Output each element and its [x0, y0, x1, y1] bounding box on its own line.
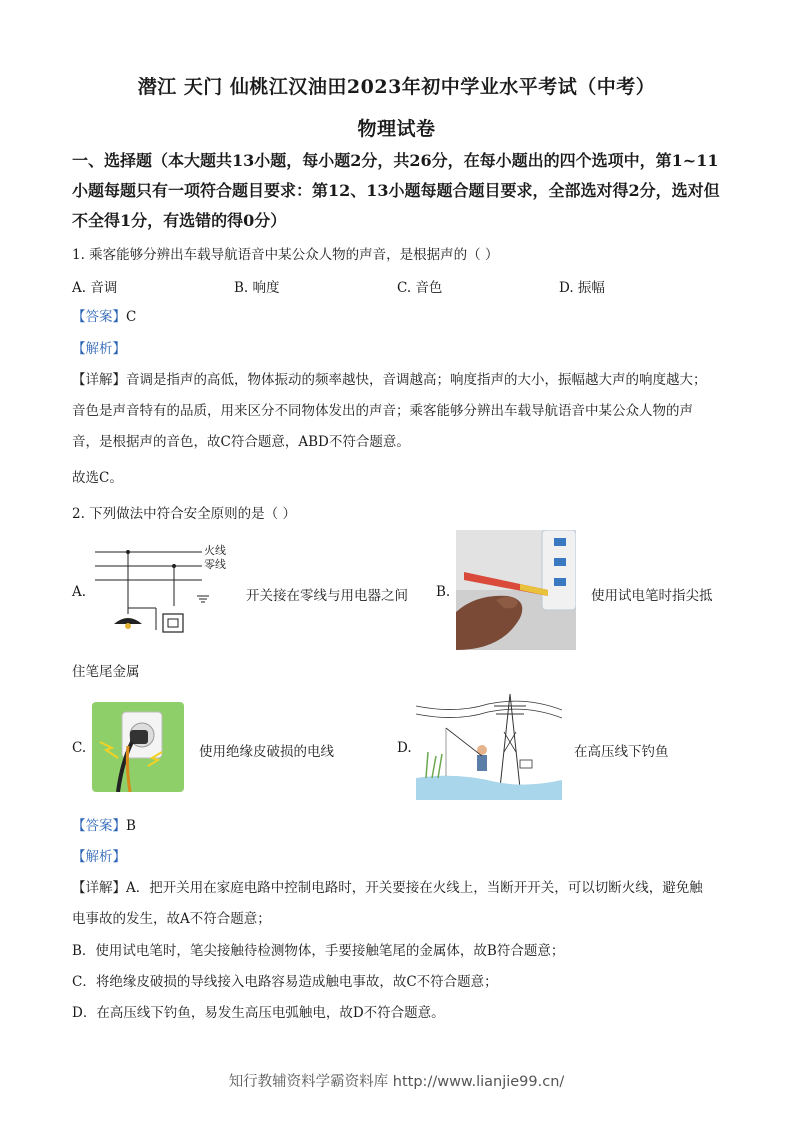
q2-answer: [72, 816, 732, 836]
page-subtitle: 物理试卷: [357, 118, 436, 140]
q2-stem: 2. 下列做法中符合安全原则的是（ ）: [72, 506, 296, 522]
q2-detail-text1: A．把开关用在家庭电路中控制电路时，开关要接在火线上，当断开开关，可以切断火线，避免触: [126, 880, 703, 896]
q2-option-d-text: 在高压线下钓鱼: [574, 744, 669, 760]
section-heading-line2: 小题每题只有一项符合题目要求：第12、13小题每题合题目要求，全部选对得2分，选对但: [72, 181, 720, 200]
q2-detail-line3: B．使用试电笔时，笔尖接触待检测物体，手要接触笔尾的金属体，故B符合题意；: [72, 943, 565, 959]
q1-option-c: C. 音色: [397, 280, 443, 296]
answer-tag: 【答案】: [72, 309, 126, 325]
q2-option-b-test-pen-photo: [456, 530, 576, 650]
q2-option-b-label: B.: [436, 584, 451, 600]
q2-answer-value: B: [126, 818, 136, 834]
q2-option-b-text: 使用试电笔时指尖抵: [591, 588, 713, 604]
q2-detail-line1: [72, 878, 732, 898]
q2-detail-line4: C．将绝缘皮破损的导线接入电路容易造成触电事故，故C不符合题意；: [72, 974, 498, 990]
q2-option-a-label: A.: [72, 584, 87, 600]
q2-option-a-text: 开关接在零线与用电器之间: [246, 588, 408, 604]
detail-tag: 【详解】: [72, 880, 126, 896]
q2-detail-line5: D．在高压线下钓鱼，易发生高压电弧触电，故D不符合题意。: [72, 1005, 445, 1021]
q2-option-c-label: C.: [72, 740, 87, 756]
q1-answer-value: C: [126, 309, 137, 325]
page-title: 潜江 天门 仙桃江汉油田2023年初中学业水平考试（中考）: [137, 76, 656, 98]
q2-analysis-tag: 【解析】: [72, 849, 126, 865]
q2-option-b-text-continued: 住笔尾金属: [72, 664, 140, 680]
q1-option-d: D. 振幅: [559, 280, 605, 296]
page-footer-watermark: 知行教辅资料学霸资料库 http://www.lianjie99.cn/: [228, 1074, 565, 1090]
section-heading-line3: 不全得1分，有选错的得0分）: [72, 211, 287, 230]
q1-detail-line1: [72, 370, 732, 390]
q1-detail-text1: 音调是指声的高低，物体振动的频率越快，音调越高；响度指声的大小，振幅越大声的响度越大；: [126, 372, 707, 388]
q1-option-a: A. 音调: [72, 280, 118, 296]
section-heading-line1: 一、选择题（本大题共13小题，每小题2分，共26分，在每小题出的四个选项中，第1~11: [72, 151, 719, 170]
q2-option-d-label: D.: [397, 740, 412, 756]
wire-label-zero: 零线: [204, 558, 226, 571]
q1-option-b: B. 响度: [234, 280, 280, 296]
q1-conclusion: 故选C。: [72, 470, 123, 486]
q2-option-c-damaged-wire-photo: [92, 702, 184, 792]
q1-analysis-tag: 【解析】: [72, 341, 126, 357]
q1-detail-line2: 音色是声音特有的品质，用来区分不同物体发出的声音；乘客能够分辨出车载导航语音中某公众人物的声: [72, 403, 693, 419]
q1-stem: 1. 乘客能够分辨出车载导航语音中某公众人物的声音，是根据声的（ ）: [72, 247, 499, 263]
q2-option-d-fishing-illustration: [416, 692, 562, 800]
q2-detail-line2: 电事故的发生，故A不符合题意；: [72, 911, 271, 927]
wire-label-fire: 火线: [204, 544, 226, 557]
q1-detail-line3: 音，是根据声的音色，故C符合题意，ABD不符合题意。: [72, 434, 410, 450]
answer-tag: 【答案】: [72, 818, 126, 834]
q1-answer: [72, 307, 732, 327]
q2-option-c-text: 使用绝缘皮破损的电线: [199, 744, 334, 760]
detail-tag: 【详解】: [72, 372, 126, 388]
